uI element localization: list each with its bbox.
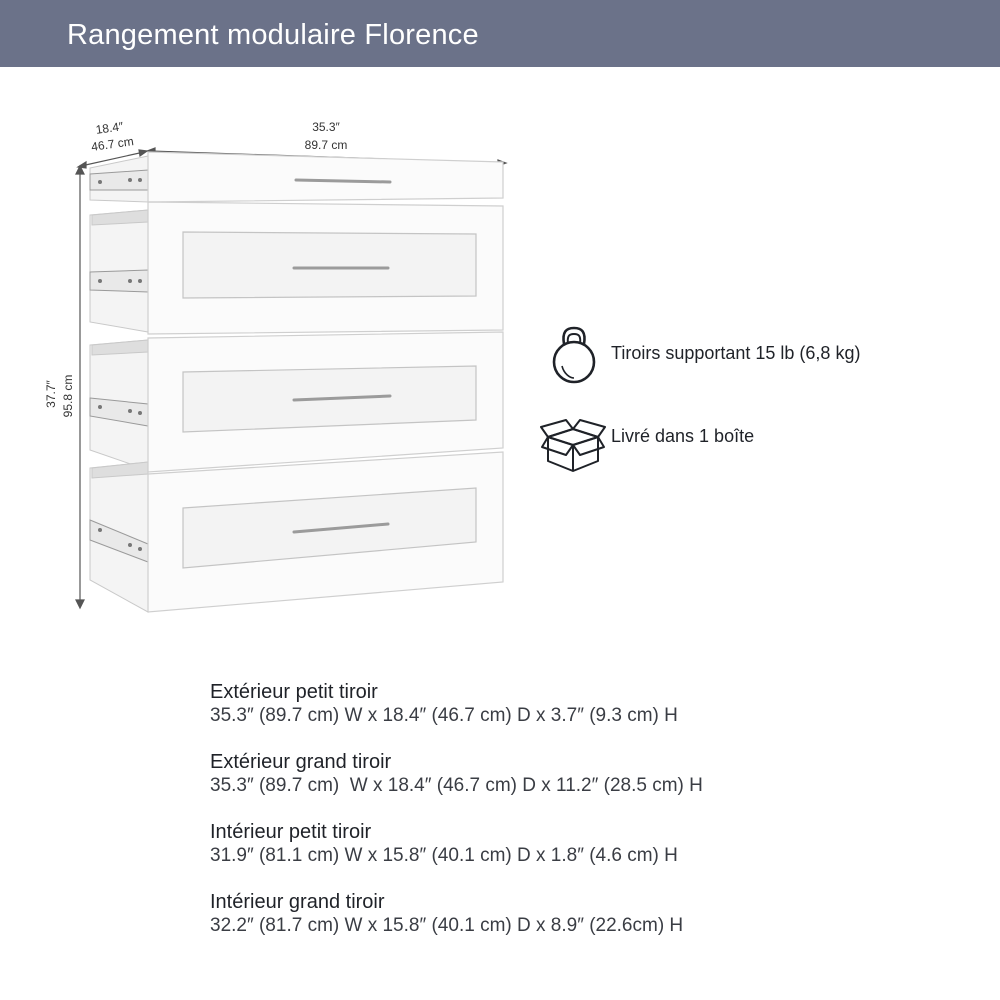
large-drawer-front-3 <box>148 452 503 612</box>
width-cm-label: 89.7 cm <box>304 138 348 152</box>
feature-label: Tiroirs supportant 15 lb (6,8 kg) <box>611 343 861 363</box>
spec-dims: 31.9″ (81.1 cm) W x 15.8″ (40.1 cm) D x 1.8″ (4.6 cm) H <box>210 845 678 866</box>
large-drawer-front-1 <box>148 202 503 334</box>
width-inch-label: 35.3″ <box>312 120 340 134</box>
feature-weight-capacity <box>540 322 980 382</box>
spec-small-drawer-exterior <box>210 680 970 727</box>
spec-dims: 35.3″ (89.7 cm) W x 18.4″ (46.7 cm) D x 11.2″ (28.5 cm) H <box>210 775 703 796</box>
small-drawer-front <box>148 152 503 202</box>
spec-large-drawer-interior <box>210 890 970 937</box>
feature-shipping <box>540 415 980 475</box>
spec-large-drawer-exterior <box>210 750 970 797</box>
kettlebell-icon <box>544 322 604 386</box>
height-dimension <box>76 166 84 608</box>
feature-label: Livré dans 1 boîte <box>611 426 755 446</box>
height-inch-label: 37.7″ <box>44 380 58 408</box>
spec-name: Extérieur petit tiroir <box>210 681 378 703</box>
height-cm-label: 95.8 cm <box>61 374 75 418</box>
page-title: Rangement modulaire Florence <box>67 19 479 51</box>
spec-name: Extérieur grand tiroir <box>210 751 392 773</box>
dimension-specs <box>210 680 970 960</box>
spec-dims: 35.3″ (89.7 cm) W x 18.4″ (46.7 cm) D x 3.7″ (9.3 cm) H <box>210 705 678 726</box>
spec-name: Intérieur petit tiroir <box>210 821 372 843</box>
spec-name: Intérieur grand tiroir <box>210 891 385 913</box>
large-drawer-front-2 <box>148 332 503 472</box>
depth-inch-label: 18.4″ <box>94 119 125 137</box>
spec-small-drawer-interior <box>210 820 970 867</box>
depth-cm-label: 46.7 cm <box>90 134 135 154</box>
open-box-icon <box>540 415 606 475</box>
spec-dims: 32.2″ (81.7 cm) W x 15.8″ (40.1 cm) D x 8.9″ (22.6cm) H <box>210 915 684 936</box>
